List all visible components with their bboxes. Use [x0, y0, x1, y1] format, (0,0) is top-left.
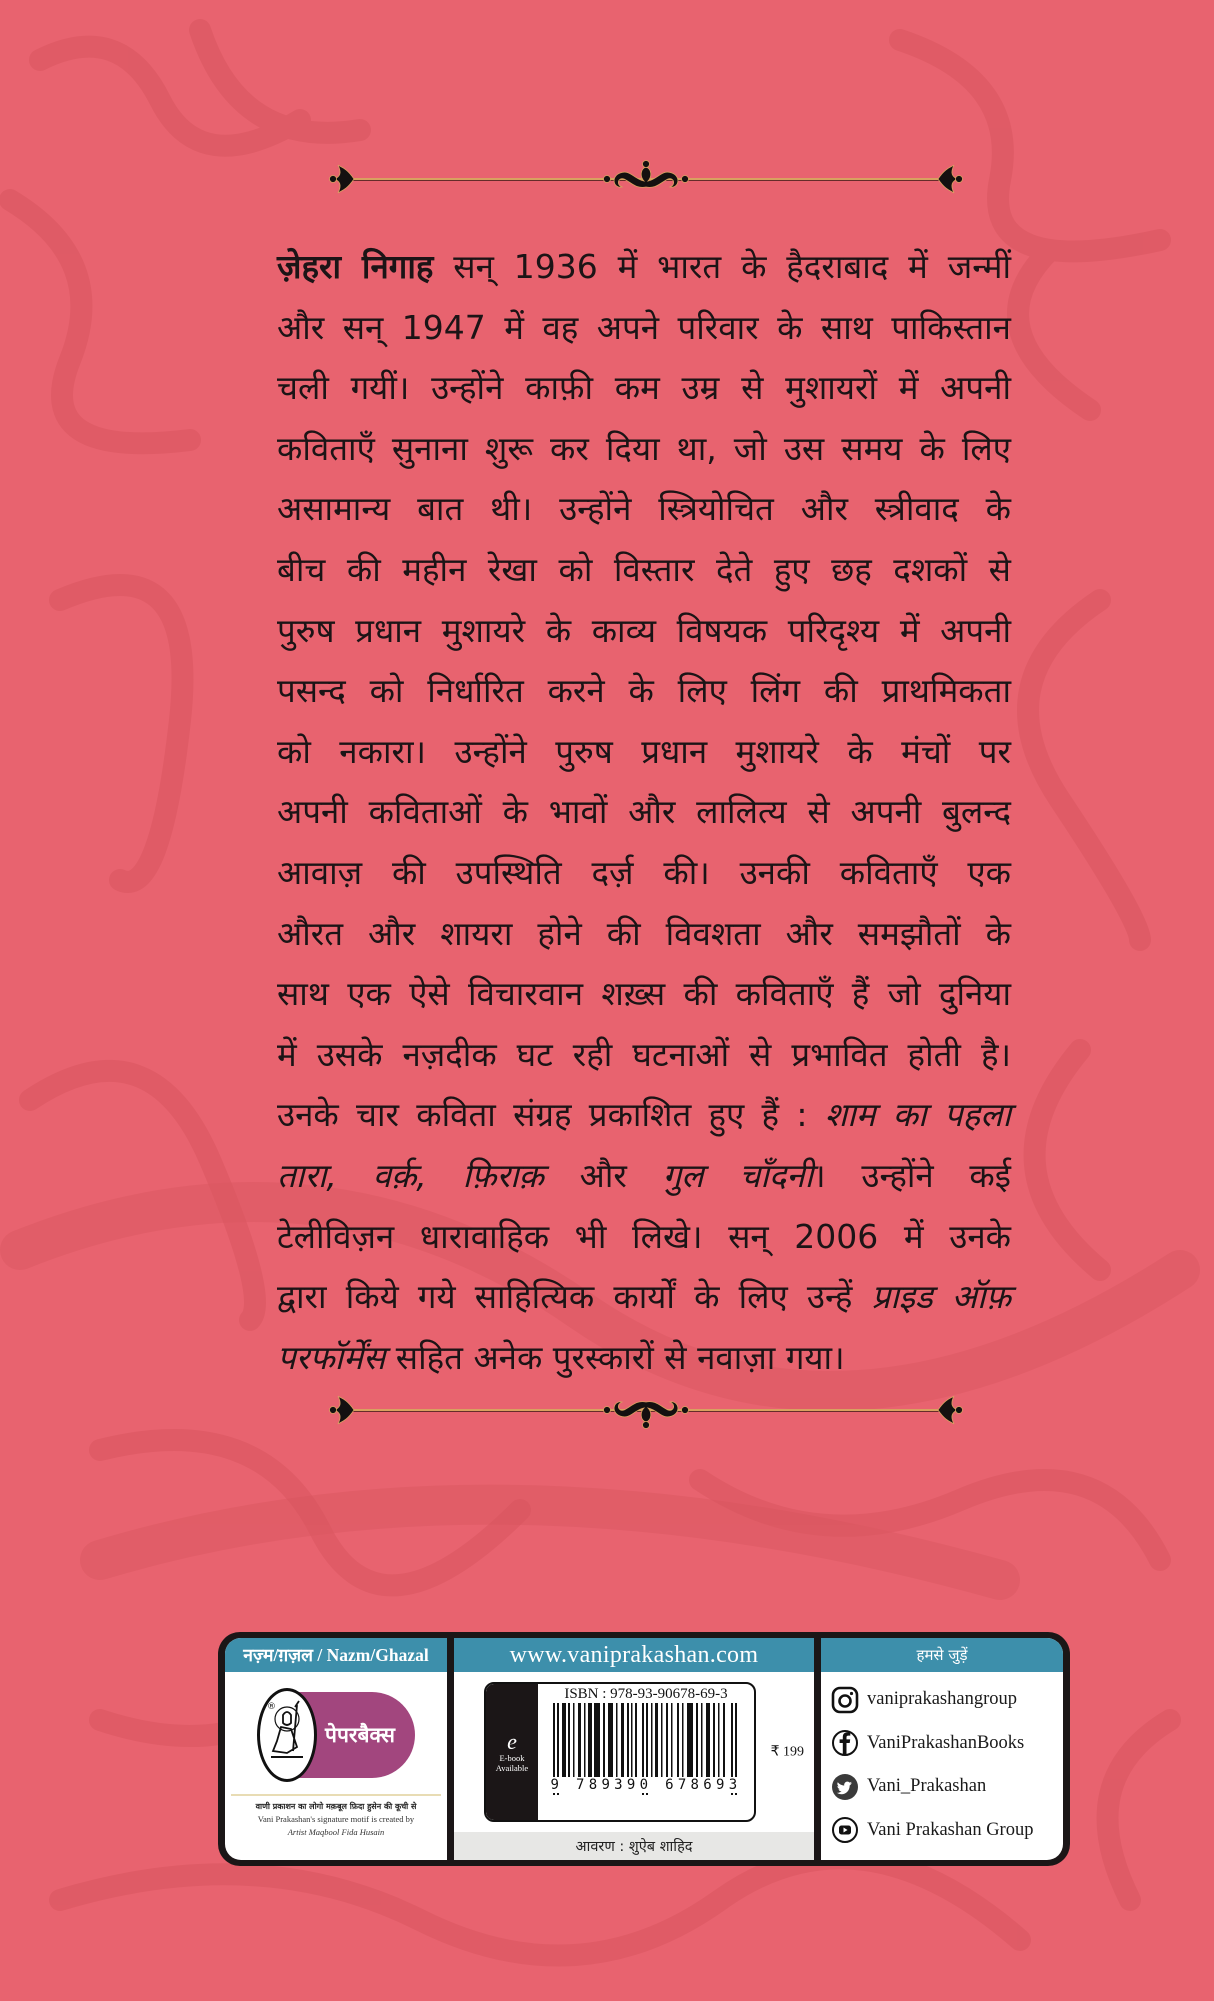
cover-designer-credit: आवरण : शुऐब शाहिद	[454, 1832, 814, 1860]
connect-title: हमसे जुड़ें	[821, 1638, 1063, 1672]
bio-line-12: औरत और शायरा होने की विवशता और समझौतों के	[277, 913, 1011, 953]
author-name: ज़ेहरा निगाह	[277, 247, 434, 286]
social-facebook[interactable]: VaniPrakashanBooks	[831, 1729, 1063, 1757]
award-name: प्राइड ऑफ़	[871, 1277, 1012, 1317]
bio-line-7: पुरुष प्रधान मुशायरे के काव्य विषयक परिदृश्य में अपनी	[277, 610, 1011, 650]
publisher-info-panel	[218, 1632, 1070, 1866]
instagram-icon	[831, 1686, 859, 1714]
social-links	[821, 1672, 1063, 1860]
genre-label: नज़्म/ग़ज़ल / Nazm/Ghazal	[225, 1638, 447, 1672]
book-titles: तारा, वर्क़, फ़िराक़	[277, 1155, 544, 1195]
bio-line-18: द्वारा किये गये साहित्यिक कार्यों के लिए उन्हें प्राइड ऑफ़	[277, 1277, 1012, 1317]
youtube-icon	[831, 1816, 859, 1844]
paperbacks-logo	[225, 1678, 447, 1788]
svg-text:®: ®	[267, 1702, 276, 1712]
center-ornament-icon	[604, 161, 689, 188]
ebook-icon: e	[507, 1729, 517, 1754]
bio-line-17: टेलीविज़न धारावाहिक भी लिखे। सन् 2006 में उनके	[277, 1216, 1011, 1256]
book-title-sham-ka-pahla: शाम का पहला	[824, 1095, 1012, 1135]
right-fleuron-icon	[938, 1396, 963, 1424]
center-ornament-icon	[604, 1402, 689, 1429]
bio-line-6: बीच की महीन रेखा को विस्तार देते हुए छह दशकों से	[277, 549, 1011, 589]
imprint-section	[225, 1638, 447, 1860]
social-instagram[interactable]: vaniprakashangroup	[831, 1686, 1063, 1714]
left-fleuron-icon	[330, 165, 355, 193]
facebook-icon	[831, 1729, 859, 1757]
twitter-icon	[831, 1773, 859, 1801]
ebook-available-badge: e E-book Available	[486, 1684, 538, 1820]
bio-line-1: ज़ेहरा निगाह सन् 1936 में भारत के हैदराबाद में जन्मीं	[277, 247, 1011, 286]
bio-line-8: पसन्द को निर्धारित करने के लिए लिंग की प्राथमिकता	[277, 671, 1011, 711]
bio-line-14: में उसके नज़दीक घट रही घटनाओं से प्रभावित होती है।	[277, 1034, 1011, 1074]
bio-line-2: और सन् 1947 में वह अपने परिवार के साथ पाकिस्तान	[277, 307, 1011, 347]
bio-line-13: साथ एक ऐसे विचारवान शख़्स की कविताएँ हैं जो दुनिया	[277, 974, 1011, 1014]
left-fleuron-icon	[330, 1396, 355, 1424]
top-ornamental-divider	[326, 159, 966, 199]
isbn-section	[454, 1638, 814, 1860]
logo-separator	[231, 1794, 441, 1796]
bio-line-5: असामान्य बात थी। उन्होंने स्त्रियोचित और स्त्रीवाद के	[277, 489, 1011, 529]
bottom-ornamental-divider	[326, 1390, 966, 1430]
bio-line-11: आवाज़ की उपस्थिति दर्ज़ की। उनकी कविताएँ एक	[277, 852, 1011, 892]
barcode-box	[484, 1682, 756, 1822]
bio-line-3: चली गयीं। उन्होंने काफ़ी कम उम्र से मुशायरों में अपनी	[277, 368, 1011, 408]
social-youtube[interactable]: Vani Prakashan Group	[831, 1816, 1063, 1844]
website-link[interactable]: www.vaniprakashan.com	[454, 1638, 814, 1672]
book-title-gul-chandni: गुल चाँदनी	[662, 1155, 814, 1195]
bio-line-9: को नकारा। उन्होंने पुरुष प्रधान मुशायरे के मंचों पर	[277, 731, 1011, 771]
bio-line-16: तारा, वर्क़, फ़िराक़ और गुल चाँदनी। उन्होंने कई	[277, 1155, 1011, 1195]
barcode-number: 9 789390 678693	[550, 1777, 742, 1793]
vani-musician-logo-icon	[257, 1688, 317, 1782]
bio-line-4: कविताएँ सुनाना शुरू कर दिया था, जो उस समय के लिए	[277, 428, 1011, 468]
bio-line-15: उनके चार कविता संग्रह प्रकाशित हुए हैं : शाम का पहला	[277, 1095, 1012, 1135]
author-biography	[277, 237, 1011, 1388]
bio-line-10: अपनी कविताओं के भावों और लालित्य से अपनी बुलन्द	[277, 792, 1011, 832]
award-name-cont: परफॉर्मेंस	[277, 1337, 386, 1377]
paperbacks-label: पेपरबैक्स	[275, 1692, 415, 1778]
right-fleuron-icon	[938, 165, 963, 193]
logo-credit: वाणी प्रकाशन का लोगो मक़बूल फ़िदा हुसेन की कूची से Vani Prakashan's signature motif is created by Artist Maqbool Fida Husain	[255, 1802, 417, 1837]
social-twitter[interactable]: Vani_Prakashan	[831, 1773, 1063, 1801]
bio-line-19: परफॉर्मेंस सहित अनेक पुरस्कारों से नवाज़ा गया।	[277, 1337, 845, 1377]
connect-section	[821, 1638, 1063, 1860]
price-label: ₹ 199	[770, 1744, 804, 1760]
isbn-number: ISBN : 978-93-90678-69-3	[564, 1686, 728, 1702]
